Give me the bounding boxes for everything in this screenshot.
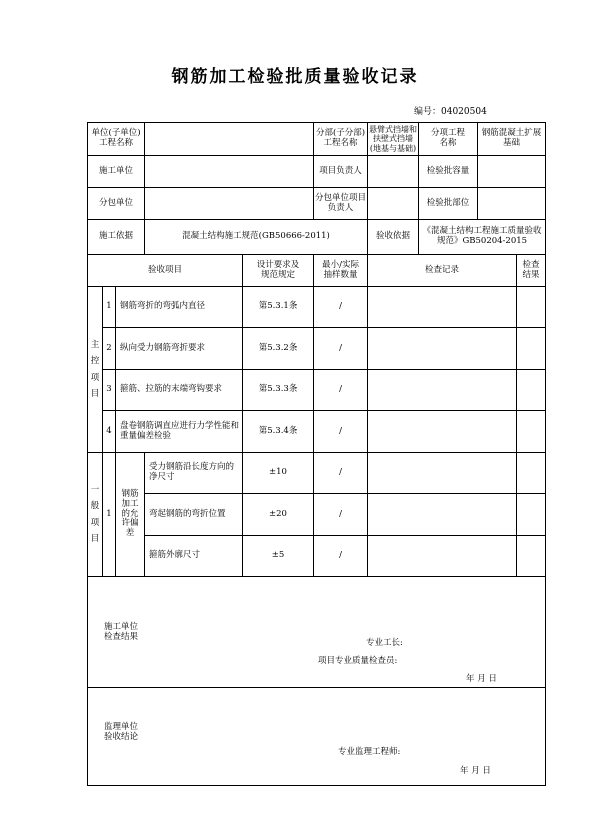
sub-manager-label: 分包单位项目 负责人 — [314, 188, 368, 220]
item-project-label: 分项工程 名称 — [419, 123, 478, 156]
col-result-header: 检查 结果 — [517, 255, 546, 287]
project-manager-value[interactable] — [368, 156, 419, 188]
page-title: 钢筋加工检验批质量验收记录 — [171, 67, 419, 87]
item-sample[interactable]: / — [314, 453, 368, 494]
header-row-subcontractor — [88, 188, 546, 220]
row-number: 3 — [103, 370, 116, 411]
item-requirement: ±20 — [243, 494, 314, 536]
item-name: 箍筋、拉筋的末端弯钩要求 — [116, 370, 243, 411]
batch-location-label: 检验批部位 — [419, 188, 478, 220]
main-control-row — [88, 287, 546, 328]
item-requirement: ±10 — [243, 453, 314, 494]
main-control-row — [88, 370, 546, 411]
main-control-label: 主 控 项 目 — [88, 287, 103, 453]
batch-capacity-value[interactable] — [478, 156, 546, 188]
subcontractor-label: 分包单位 — [88, 188, 145, 220]
sub-project-value[interactable]: 悬臂式挡墙和扶壁式挡墙(地基与基础) — [368, 123, 419, 156]
document-number: 编号：04020504 — [414, 107, 487, 117]
general-row — [88, 536, 546, 577]
subcontractor-value[interactable] — [145, 188, 314, 220]
main-control-row — [88, 411, 546, 453]
item-requirement: 第5.3.1条 — [243, 287, 314, 328]
item-sample[interactable]: / — [314, 328, 368, 370]
row-number: 2 — [103, 328, 116, 370]
item-record[interactable] — [368, 328, 517, 370]
batch-location-value[interactable] — [478, 188, 546, 220]
acceptance-basis-label: 验收依据 — [368, 220, 419, 255]
row-number: 1 — [103, 287, 116, 328]
construction-check-row — [88, 577, 546, 688]
inspection-form-table — [87, 122, 546, 786]
item-sample[interactable]: / — [314, 287, 368, 328]
header-row-construction — [88, 156, 546, 188]
item-result[interactable] — [517, 370, 546, 411]
item-name: 受力钢筋沿长度方向的净尺寸 — [145, 453, 243, 494]
basis-label: 施工依据 — [88, 220, 145, 255]
item-requirement: 第5.3.4条 — [243, 411, 314, 453]
item-record[interactable] — [368, 494, 517, 536]
item-sample[interactable]: / — [314, 536, 368, 577]
inspector-label: 项目专业质量检查员: — [318, 656, 398, 666]
item-requirement: 第5.3.2条 — [243, 328, 314, 370]
column-header-row — [88, 255, 546, 287]
item-record[interactable] — [368, 453, 517, 494]
batch-capacity-label: 检验批容量 — [419, 156, 478, 188]
general-row — [88, 453, 546, 494]
construction-unit-value[interactable] — [145, 156, 314, 188]
unit-project-label: 单位(子单位) 工程名称 — [88, 123, 145, 156]
main-control-row — [88, 328, 546, 370]
item-name: 钢筋弯折的弯弧内直径 — [116, 287, 243, 328]
item-result[interactable] — [517, 536, 546, 577]
construction-date: 年 月 日 — [466, 674, 497, 684]
general-label: 一 般 项 目 — [88, 453, 103, 577]
supervisor-label: 专业监理工程师: — [338, 747, 401, 757]
supervision-cell[interactable] — [88, 688, 546, 786]
header-row-basis — [88, 220, 546, 255]
item-name: 弯起钢筋的弯折位置 — [145, 494, 243, 536]
col-sample-header: 最小/实际 抽样数量 — [314, 255, 368, 287]
row-number: 1 — [103, 453, 116, 577]
item-sample[interactable]: / — [314, 370, 368, 411]
item-record[interactable] — [368, 411, 517, 453]
header-row-project — [88, 123, 546, 156]
construction-check-cell[interactable] — [88, 577, 546, 688]
general-row — [88, 494, 546, 536]
acceptance-basis-value[interactable]: 《混凝土结构工程施工质量验收规范》GB50204-2015 — [419, 220, 546, 255]
item-requirement: 第5.3.3条 — [243, 370, 314, 411]
item-record[interactable] — [368, 536, 517, 577]
col-requirement-header: 设计要求及 规范规定 — [243, 255, 314, 287]
project-manager-label: 项目负责人 — [314, 156, 368, 188]
item-name: 纵向受力钢筋弯折要求 — [116, 328, 243, 370]
foreman-label: 专业工长: — [366, 638, 403, 648]
item-result[interactable] — [517, 411, 546, 453]
item-name: 箍筋外廓尺寸 — [145, 536, 243, 577]
item-name: 盘卷钢筋调直应进行力学性能和重量偏差检验 — [116, 411, 243, 453]
item-result[interactable] — [517, 328, 546, 370]
construction-unit-label: 施工单位 — [88, 156, 145, 188]
item-sample[interactable]: / — [314, 411, 368, 453]
supervision-date: 年 月 日 — [460, 766, 491, 776]
row-number: 4 — [103, 411, 116, 453]
sub-project-label: 分部(子分部) 工程名称 — [314, 123, 368, 156]
item-result[interactable] — [517, 453, 546, 494]
general-group-label: 钢筋 加工 的允 许偏 差 — [116, 453, 145, 577]
col-record-header: 检查记录 — [368, 255, 517, 287]
col-item-header: 验收项目 — [88, 255, 243, 287]
item-sample[interactable]: / — [314, 494, 368, 536]
item-record[interactable] — [368, 287, 517, 328]
item-record[interactable] — [368, 370, 517, 411]
sub-manager-value[interactable] — [368, 188, 419, 220]
item-project-value[interactable]: 钢筋混凝土扩展基础 — [478, 123, 546, 156]
supervision-row — [88, 688, 546, 786]
basis-value[interactable]: 混凝土结构施工规范(GB50666-2011) — [145, 220, 368, 255]
item-result[interactable] — [517, 287, 546, 328]
unit-project-value[interactable] — [145, 123, 314, 156]
item-result[interactable] — [517, 494, 546, 536]
supervision-label: 监理单位 验收结论 — [103, 722, 138, 742]
construction-check-label: 施工单位 检查结果 — [103, 622, 138, 642]
item-requirement: ±5 — [243, 536, 314, 577]
